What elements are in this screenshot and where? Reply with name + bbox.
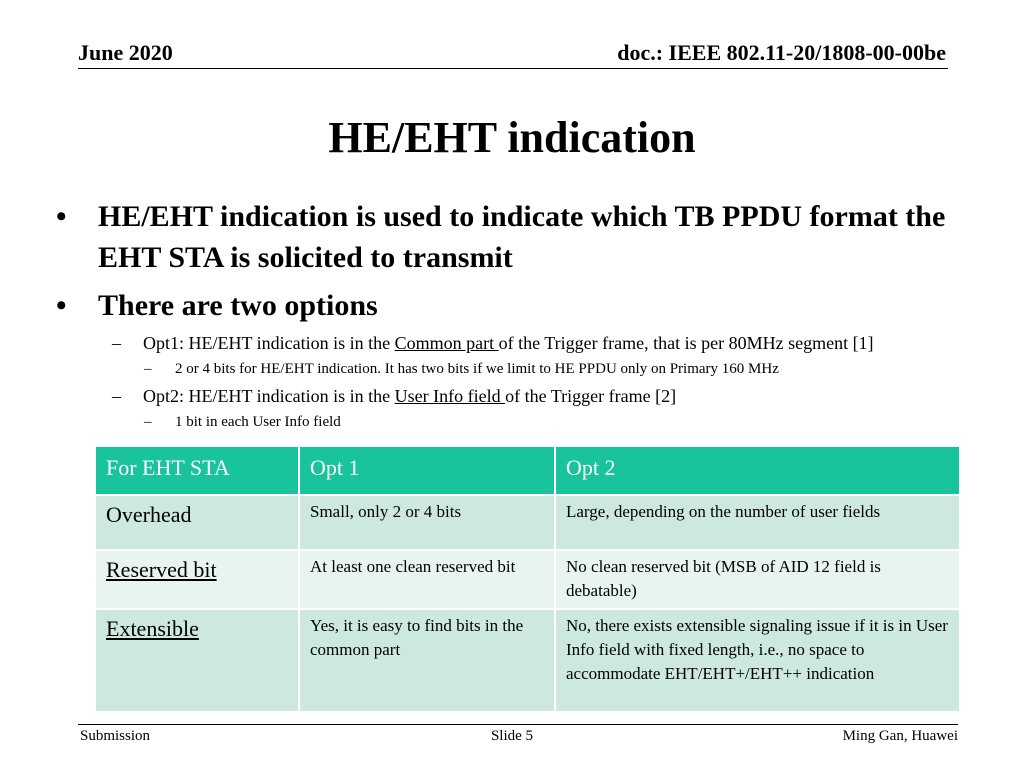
opt1-suffix: of the Trigger frame, that is per 80MHz segment [1] <box>498 333 874 353</box>
dash-marker: – <box>112 386 121 406</box>
table-row <box>95 495 960 550</box>
bullet-2-text: There are two options <box>98 289 378 322</box>
header-date: June 2020 <box>78 40 173 65</box>
row-label-reserved-bit[interactable] <box>95 550 299 609</box>
dash-marker: – <box>144 414 152 430</box>
row-label-extensible[interactable] <box>95 609 299 712</box>
table-cell: No clean reserved bit (MSB of AID 12 field is debatable) <box>555 550 960 609</box>
header-doc-number: doc.: IEEE 802.11-20/1808-00-00be <box>617 40 946 65</box>
opt2-prefix: Opt2: HE/EHT indication is in the <box>143 386 395 406</box>
table-cell: Small, only 2 or 4 bits <box>299 495 555 550</box>
footer-author: Ming Gan, Huawei <box>842 728 958 744</box>
table-cell: At least one clean reserved bit <box>299 550 555 609</box>
opt2-suffix: of the Trigger frame [2] <box>505 386 677 406</box>
reserved-bit-link[interactable]: Reserved bit <box>106 557 217 582</box>
opt1-prefix: Opt1: HE/EHT indication is in the <box>143 333 395 353</box>
table-cell: Yes, it is easy to find bits in the common part <box>299 609 555 712</box>
bullet-1-text: HE/EHT indication is used to indicate which TB PPDU format the EHT STA is solicited to transmit <box>98 200 946 274</box>
opt1-detail: 2 or 4 bits for HE/EHT indication. It has two bits if we limit to HE PPDU only on Primary 160 MHz <box>175 361 779 377</box>
comparison-table <box>94 445 961 713</box>
footer-divider <box>78 724 958 725</box>
table-row <box>95 550 960 609</box>
table-cell: Large, depending on the number of user fields <box>555 495 960 550</box>
user-info-field-link[interactable]: User Info field <box>394 386 506 406</box>
table-header-cell: For EHT STA <box>95 446 299 495</box>
table-header-row <box>95 446 960 495</box>
sub-bullet-opt2-text <box>143 385 676 407</box>
bullet-marker: • <box>56 200 67 233</box>
row-label-overhead: Overhead <box>95 495 299 550</box>
common-part-link[interactable]: Common part <box>394 333 499 353</box>
footer-slide-number: Slide 5 <box>490 728 534 744</box>
table-header-cell: Opt 2 <box>555 446 960 495</box>
bullet-marker: • <box>56 289 67 322</box>
sub-bullet-opt1-text <box>143 332 874 354</box>
table-row <box>95 609 960 712</box>
header-divider <box>78 68 948 69</box>
slide-title: HE/EHT indication <box>328 113 696 162</box>
footer-submission: Submission <box>80 728 151 744</box>
table-cell: No, there exists extensible signaling issue if it is in User Info field with fixed length, i.e., no space to accommodate EHT/EHT+/EHT++ indication <box>555 609 960 712</box>
table-header-cell: Opt 1 <box>299 446 555 495</box>
opt2-detail: 1 bit in each User Info field <box>175 414 341 430</box>
dash-marker: – <box>144 361 152 377</box>
dash-marker: – <box>112 333 121 353</box>
extensible-link[interactable]: Extensible <box>106 616 199 641</box>
